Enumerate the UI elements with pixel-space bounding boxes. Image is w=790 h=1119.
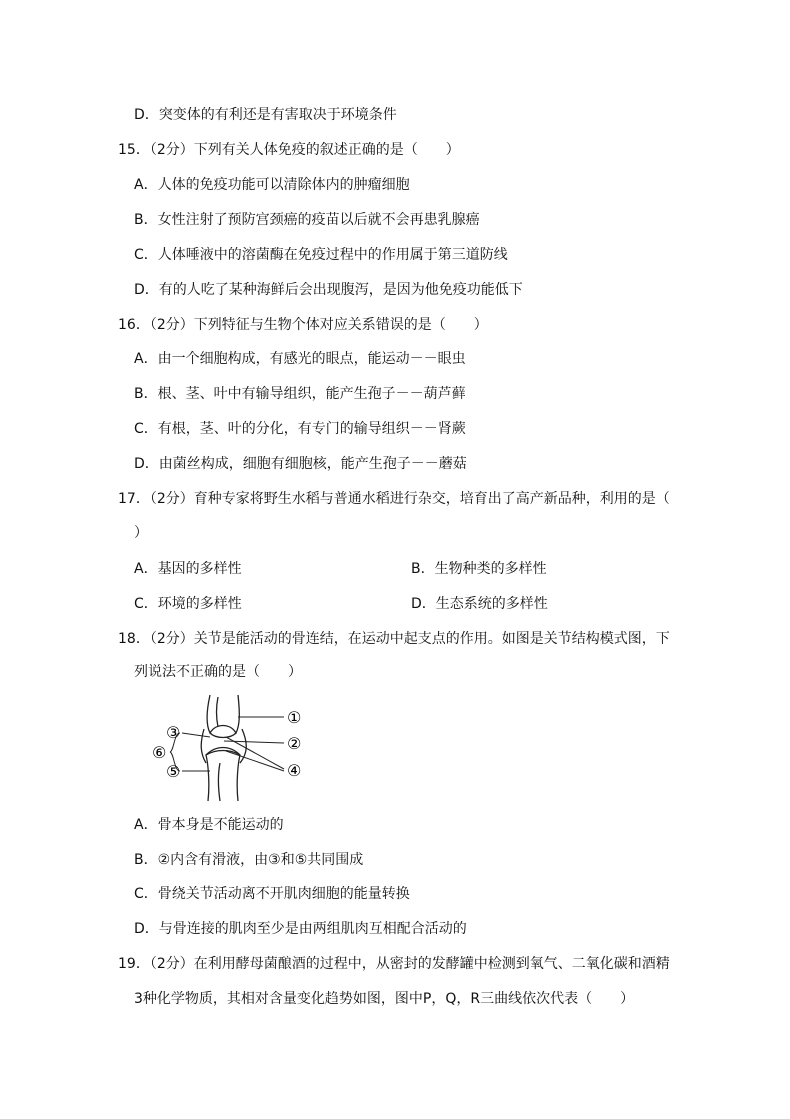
q19-stem-line2: 3种化学物质，其相对含量变化趋势如图，图中P，Q，R三曲线依次代表（ ） — [134, 991, 635, 1007]
q16-option-d: D．由菌丝构成，细胞有细胞核，能产生孢子－－蘑菇 — [134, 456, 467, 472]
figure-label-4: ④ — [287, 761, 302, 780]
leader-line-3 — [182, 733, 210, 737]
q17-stem-line1: 17．（2分）育种专家将野生水稻与普通水稻进行杂交，培育出了高产新品种，利用的是（ — [118, 491, 670, 507]
q14-option-d: D．突变体的有利还是有害取决于环境条件 — [134, 107, 397, 123]
q18-option-c: C．骨绕关节活动离不开肌肉细胞的能量转换 — [134, 886, 410, 902]
marrow-line-lower — [219, 763, 221, 801]
q18-stem-line1: 18．（2分）关节是能活动的骨连结，在运动中起支点的作用。如图是关节结构模式图，下 — [118, 631, 670, 647]
figure-label-5: ⑤ — [166, 762, 181, 781]
q16-stem: 16．（2分）下列特征与生物个体对应关系错误的是（ ） — [118, 317, 488, 333]
q15-option-a: A．人体的免疫功能可以清除体内的肿瘤细胞 — [134, 177, 410, 193]
figure-label-2: ② — [287, 734, 302, 753]
q15-option-d: D．有的人吃了某种海鲜后会出现腹泻，是因为他免疫功能低下 — [134, 282, 523, 298]
figure-label-3: ③ — [166, 723, 181, 742]
q16-option-a: A．由一个细胞构成，有感光的眼点，能运动－－眼虫 — [134, 351, 466, 367]
q17-option-b: B．生物种类的多样性 — [411, 561, 547, 577]
q17-option-c: C．环境的多样性 — [134, 596, 242, 612]
q15-option-c: C．人体唾液中的溶菌酶在免疫过程中的作用属于第三道防线 — [134, 247, 508, 263]
leader-line-4b — [226, 751, 284, 771]
q18-option-a: A．骨本身是不能运动的 — [134, 817, 284, 833]
lower-bone-outline — [206, 748, 240, 802]
q19-stem-line1: 19．（2分）在利用酵母菌酿酒的过程中，从密封的发酵罐中检测到氧气、二氧化碳和酒精 — [118, 956, 670, 972]
joint-diagram — [152, 693, 320, 805]
q16-option-b: B．根、茎、叶中有输导组织，能产生孢子－－葫芦藓 — [134, 386, 466, 402]
q17-option-d: D．生态系统的多样性 — [411, 596, 548, 612]
marrow-line-upper — [217, 697, 219, 727]
q18-option-b: B．②内含有滑液，由③和⑤共同围成 — [134, 852, 364, 868]
upper-bone-outline — [207, 695, 239, 733]
figure-label-6: ⑥ — [152, 743, 167, 762]
q18-stem-line2: 列说法不正确的是（ ） — [134, 664, 302, 680]
q17-option-a: A．基因的多样性 — [134, 561, 242, 577]
q18-option-d: D．与骨连接的肌肉至少是由两组肌肉互相配合活动的 — [134, 921, 467, 937]
q16-option-c: C．有根，茎、叶的分化，有专门的输导组织－－肾蕨 — [134, 421, 466, 437]
q15-stem: 15．（2分）下列有关人体免疫的叙述正确的是（ ） — [118, 142, 460, 158]
q15-option-b: B．女性注射了预防宫颈癌的疫苗以后就不会再患乳腺癌 — [134, 212, 480, 228]
figure-label-1: ① — [287, 708, 302, 727]
articular-cartilage-upper — [210, 733, 236, 738]
q17-stem-line2: ） — [134, 525, 148, 541]
